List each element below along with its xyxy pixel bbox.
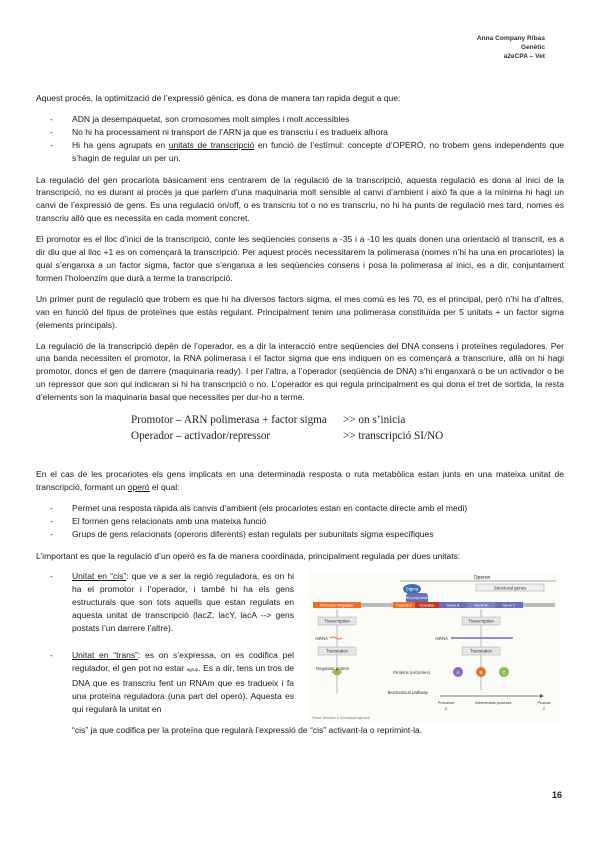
list-item: - Hi ha gens agrupats en unitats de transcripció en funció de l’estímul: concepte d’OPERÓ, no trobem gens independents que s’hagin de regular un per un. [36, 139, 564, 165]
intro-text: Aquest procés, la optimització de l’expressió gènica, es dona de manera tan rapida degut a que: [36, 93, 401, 103]
svg-text:Gene A: Gene A [446, 603, 460, 608]
page-body [36, 92, 564, 737]
units-list [36, 570, 294, 724]
list-item: - ADN ja desempaquetat, son cromosomes molt simples i molt accessibles [36, 113, 564, 126]
header-subject: Genètic [520, 44, 545, 51]
operon-list [36, 502, 564, 541]
svg-text:Translation: Translation [469, 648, 493, 654]
operon-diagram [308, 572, 560, 724]
svg-text:Translation: Translation [325, 648, 349, 654]
svg-text:RNA polymerase: RNA polymerase [402, 596, 432, 601]
list-item-trans: - Unitat en “trans”: es on s’expressa, on es codifica pel regulador, el gen pot no estar agrup. Es a dir, tens un tros de DNA que es transcriu fent un RNAm que es tradueix i fa una proteïna reguladora (una part del operó). Aquesta es qui regularà la unitat en [36, 649, 294, 716]
svg-text:Promoter Regulator: Promoter Regulator [320, 603, 354, 608]
list-item: - No hi ha processament ni transport de l’ARN ja que es transcriu i es tradueix alhora [36, 126, 564, 139]
svg-text:Biochemical pathway: Biochemical pathway [387, 690, 428, 696]
operon-paragraph: En el cas de les procariotes els gens implicats en una determinada resposta o ruta metabòlica estan junts en una mateixa unitat de transcripció, formant un operó el qual: [36, 469, 564, 492]
list-item: - El formen gens relacionats amb una mateixa funció [36, 515, 564, 528]
formula-line: Promotor – ARN polimerasa + factor sigma >> on s’inicia [131, 414, 406, 427]
paragraph: La regulació del gen procariota bàsicament ens centrarem de la regulació de la transcripció, aquesta regulació es dona al inici de la transcripció, no es durant al procés ja que parlem d’una maquinaria molt sensible al canvi d’ambient i això fa que a la mínima hi hagi un canvi de l’expressió de gens. Es una regulació on/off, o es transcriu tot o no es transcriu, no hi ha punts de regulació mes tard, nomes es transcriu allò que es necessita en cada moment concret. [36, 174, 564, 224]
svg-text:Precursor: Precursor [437, 701, 455, 706]
svg-text:Pierce, Genetics: A Conceptual: Pierce, Genetics: A Conceptual Approach [312, 716, 371, 721]
svg-text:Product: Product [537, 701, 551, 706]
svg-text:Promoter: Promoter [396, 603, 412, 608]
svg-text:Gene B: Gene B [474, 603, 488, 608]
svg-text:C: C [502, 670, 506, 676]
label-structural: Structural genes [493, 585, 527, 591]
list-item: - Grups de gens relacionats (operons diferents) estan regulats per subunitats sigma específiques [36, 528, 564, 541]
header-course: a2eCPA – Vet [503, 53, 545, 60]
formula-line: Operador – activador/repressor >> transcripció SI/NO [131, 430, 444, 443]
svg-text:mRNA: mRNA [435, 636, 448, 642]
intro-list [36, 113, 564, 165]
label-sigma: Sigma [405, 586, 419, 592]
svg-text:Y: Y [542, 706, 546, 712]
svg-text:Intermediate products: Intermediate products [474, 701, 512, 706]
svg-text:X: X [444, 706, 448, 712]
list-item: - Permet una resposta ràpida als canvis d’ambient (els procariotes estan en contacte directe amb el medi) [36, 502, 564, 515]
paragraph: La regulació de la transcripció depèn de l’operador, es a dir la interacció entre seqüencies del DNA consens i proteïnes reguladores. Per una banda necessiten el promotor, la RNA polimerasa i el factor sigma que ens indiquen on es començarà a transcriure, allà on hi hagi promotor, doncs el gen de darrere (maquinaria ready). I per l’altra, a l’operador (seqüència de DNA) s’hi enganxarà o be un activador o be un repressor que son qui indicaran si hi ha transcripció o no. L’operador es qui regula principalment es qui dona el tret de sortida, la resta d’elements son la maquinaria basal que necessites per dur-ho a terme. [36, 340, 564, 403]
underlined-term: operó [127, 481, 150, 492]
paragraph: El promotor es el lloc d’inici de la transcripció, conte les seqüencies consens a -35 i a -10 les quals donen una orientació al transcrit, es a dir diu que al lloc +1 es on començarà la transcripció. Per aquest procés necessitarem la polimerasa (nomes n’hi ha una en procariotes) la qual s’enganxa a un factor sigma, factor que s’enganxa a les seqüencies consens i posa la polimerasa al inici, es a dir, conjuntament formen l’holoenzim que durà a terme la transcripció. [36, 234, 564, 283]
svg-text:Transcription: Transcription [468, 618, 494, 624]
page-header [477, 34, 545, 61]
list-item-cis: - Unitat en “cis”: que ve a ser la regió reguladora, es on hi ha el promotor i l’operador, i també hi ha els gens estructurals que son tots aquells que estan regulats en aquesta unitat de transcripció (lacZ, lacY, lacA --> gens postats l’un darrere l’altre). [36, 570, 294, 635]
svg-text:mRNA: mRNA [315, 636, 328, 642]
regulation-intro: L’important es que la regulació d’un operó es fa de manera coordinada, principalment regulada per dues unitats: [36, 550, 461, 561]
trans-title: Unitat en “trans” [72, 650, 138, 660]
svg-text:Gene C: Gene C [502, 603, 516, 608]
label-operon: Operon [473, 575, 491, 582]
paragraph: Un primer punt de regulació que trobem es que hi ha diversos factors sigma, el mes comú es les 70, es el principal, però n’hi ha d’altres, van en funció del tipus de proteïnes que estàs regulant. Principalment tenim una polimerasa constituïda per 5 unitats + un factor sigma (elements principals). [36, 293, 564, 330]
svg-text:B: B [479, 670, 483, 676]
underlined-term: unitats de transcripció [168, 139, 255, 150]
svg-text:Regulator protein: Regulator protein [316, 666, 349, 672]
page-number: 16 [551, 790, 562, 800]
svg-text:A: A [456, 670, 460, 676]
svg-text:Transcription: Transcription [324, 618, 350, 624]
svg-text:Operator: Operator [419, 603, 435, 608]
cis-title: Unitat en “cis” [72, 571, 127, 582]
svg-text:Proteins (enzymes): Proteins (enzymes) [392, 670, 430, 676]
trans-continuation: “cis” ja que codifica per la proteïna que regularà l’expressió de “cis” activant-la o reprimint-la. [72, 725, 423, 736]
header-author: Anna Company Ribas [476, 35, 545, 42]
units-section [36, 570, 564, 724]
formula-box [131, 412, 564, 444]
